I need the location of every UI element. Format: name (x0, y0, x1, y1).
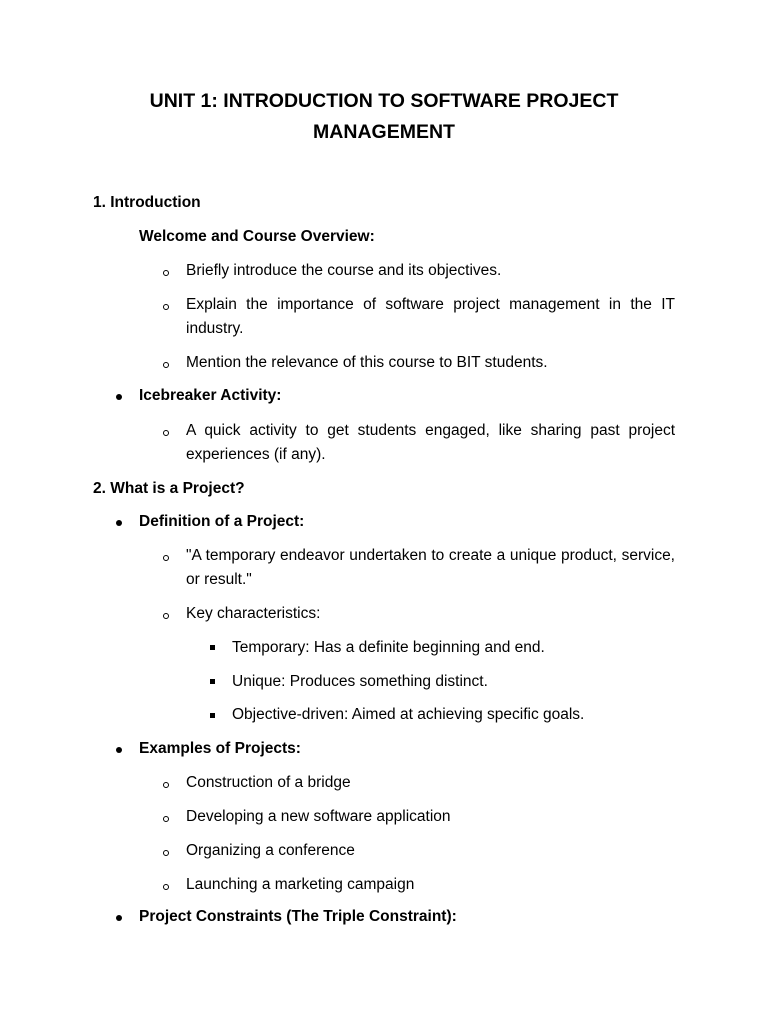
example-item: Organizing a conference (186, 842, 355, 859)
circle-bullet (163, 270, 169, 276)
circle-bullet (163, 430, 169, 436)
examples-label: Examples of Projects: (139, 740, 301, 757)
definition-label: Definition of a Project: (139, 513, 305, 530)
list-item: A quick activity to get students engaged, like sharing past project experiences (if any). (186, 422, 675, 463)
constraints-label: Project Constraints (The Triple Constraint): (139, 908, 457, 925)
circle-bullet (163, 362, 169, 368)
list-item: Mention the relevance of this course to BIT students. (186, 354, 548, 371)
disc-bullet (116, 915, 122, 921)
icebreaker-label: Icebreaker Activity: (139, 387, 282, 404)
square-bullet (210, 713, 215, 718)
list-item: Explain the importance of software project management in the IT industry. (186, 296, 675, 337)
characteristic-item: Temporary: Has a definite beginning and end. (232, 639, 545, 656)
example-item: Launching a marketing campaign (186, 876, 415, 893)
disc-bullet (116, 520, 122, 526)
circle-bullet (163, 816, 169, 822)
disc-bullet (116, 747, 122, 753)
circle-bullet (163, 884, 169, 890)
circle-bullet (163, 613, 169, 619)
circle-bullet (163, 304, 169, 310)
section-heading-project: 2. What is a Project? (93, 480, 245, 497)
square-bullet (210, 645, 215, 650)
circle-bullet (163, 555, 169, 561)
square-bullet (210, 679, 215, 684)
title-line-2: MANAGEMENT (313, 121, 455, 143)
section-heading-introduction: 1. Introduction (93, 194, 201, 211)
circle-bullet (163, 850, 169, 856)
example-item: Developing a new software application (186, 808, 451, 825)
list-item: Briefly introduce the course and its objectives. (186, 262, 502, 279)
example-item: Construction of a bridge (186, 774, 351, 791)
characteristic-item: Objective-driven: Aimed at achieving specific goals. (232, 706, 585, 723)
document-title (90, 86, 678, 148)
definition-quote: "A temporary endeavor undertaken to create a unique product, service, or result." (186, 547, 675, 588)
circle-bullet (163, 782, 169, 788)
welcome-label: Welcome and Course Overview: (139, 228, 375, 245)
key-characteristics-label: Key characteristics: (186, 605, 321, 622)
disc-bullet (116, 394, 122, 400)
title-line-1: UNIT 1: INTRODUCTION TO SOFTWARE PROJECT (149, 90, 619, 112)
characteristic-item: Unique: Produces something distinct. (232, 673, 488, 690)
